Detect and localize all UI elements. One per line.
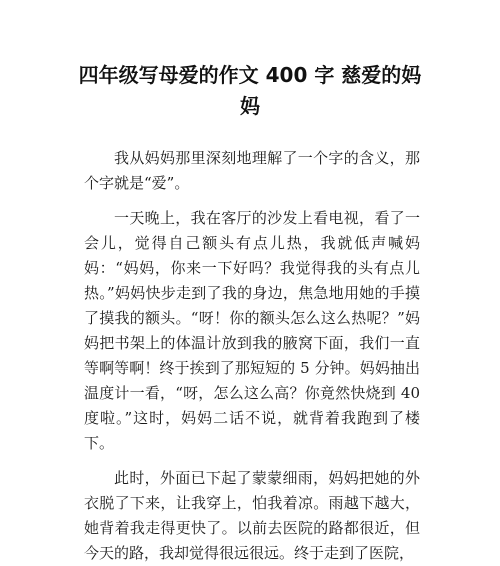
paragraph: 我从妈妈那里深刻地理解了一个字的含义，那个字就是“爱”。 xyxy=(84,149,420,192)
paragraph: 一天晚上，我在客厅的沙发上看电视，看了一会儿，觉得自己额头有点儿热，我就低声喊妈妈：“妈妈，你来一下好吗？我觉得我的头有点儿热。”妈妈快步走到了我的身边，焦急地用她的手摸了摸我的额头。“呀！你的额头怎么这么热呢？”妈妈把书架上的体温计放到我的腋窝下面，我们一直等啊等啊！终于挨到了那短短的 5 分钟。妈妈抽出温度计一看，“呀，怎么这么高？你竟然快烧到 40 度啦。”这时，妈妈二话不说，就背着我跑到了楼下。 xyxy=(84,209,420,452)
document-title: 四年级写母爱的作文 400 字 慈爱的妈妈 xyxy=(78,63,422,118)
document-body xyxy=(84,146,420,566)
paragraph: 此时，外面已下起了蒙蒙细雨，妈妈把她的外衣脱了下来，让我穿上，怕我着凉。雨越下越大，她背着我走得更快了。以前去医院的路都很近，但今天的路，我却觉得很远很远。终于走到了医院， xyxy=(84,469,420,562)
